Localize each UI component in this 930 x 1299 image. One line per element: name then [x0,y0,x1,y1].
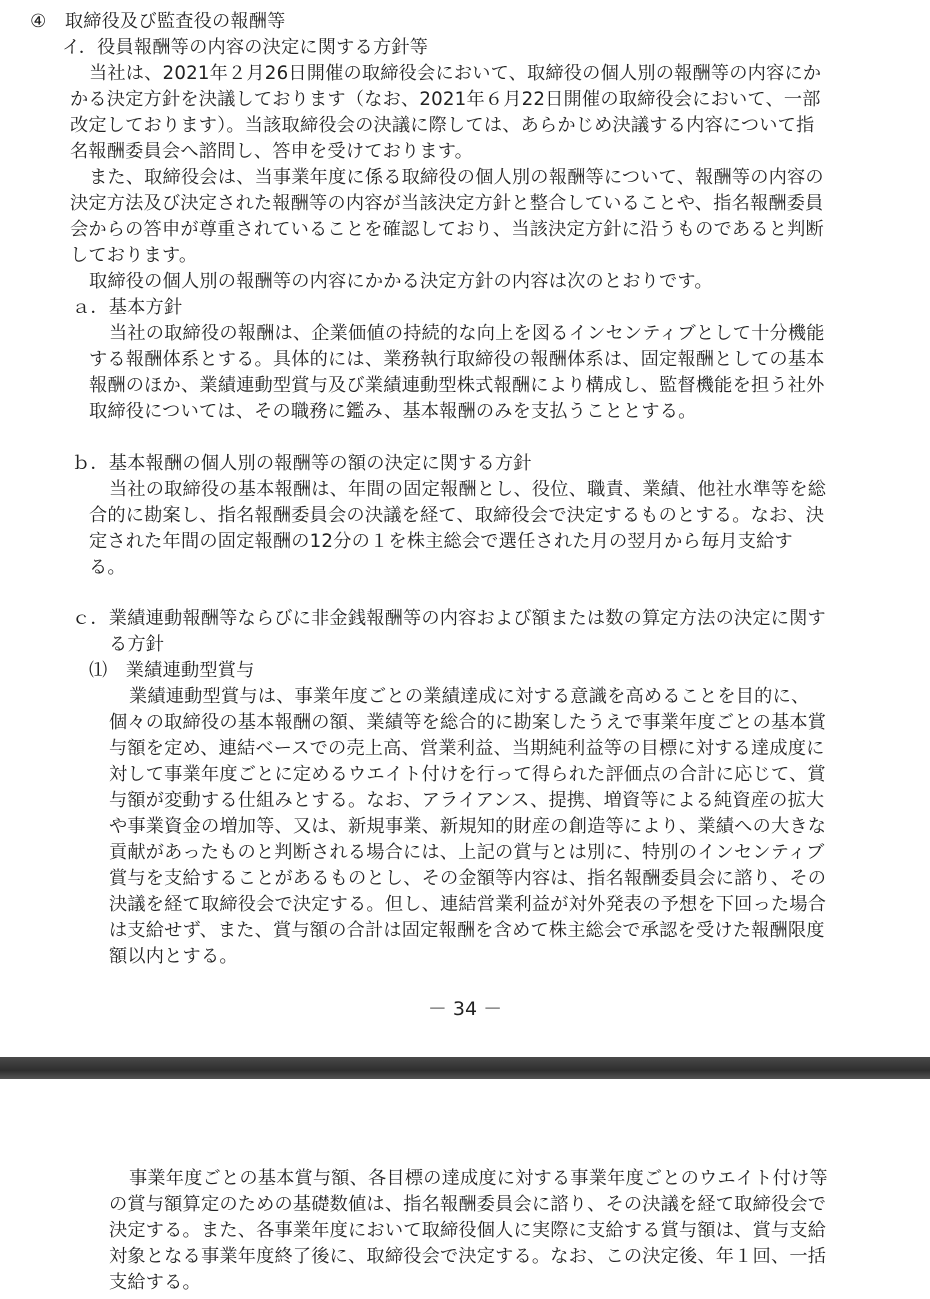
item-heading: ｂ．基本報酬の個人別の報酬等の額の決定に関する方針 [72,453,532,474]
paragraph-line: 取締役については、その職務に鑑み、基本報酬のみを支払うこととする。 [89,401,697,422]
paragraph-line: 定された年間の固定報酬の12分の１を株主総会で選任された月の翌月から毎月支給す [89,531,793,552]
paragraph-line: 改定しております）。当該取締役会の決議に際しては、あらかじめ決議する内容について指 [70,115,815,136]
paragraph-line: 支給する。 [109,1272,201,1293]
item-heading: ｃ．業績連動報酬等ならびに非金銭報酬等の内容および額または数の算定方法の決定に関す [72,608,826,629]
paragraph-line: 事業年度ごとの基本賞与額、各目標の達成度に対する事業年度ごとのウエイト付け等 [129,1168,828,1189]
subsection-heading: イ．役員報酬等の内容の決定に関する方針等 [62,37,429,58]
paragraph-line: 対象となる事業年度終了後に、取締役会で決定する。なお、この決定後、年１回、一括 [109,1246,827,1267]
paragraph-line: かる決定方針を決議しております（なお、2021年６月22日開催の取締役会において、一部 [70,89,821,110]
paragraph-line: 当社の取締役の基本報酬は、年間の固定報酬とし、役位、職責、業績、他社水準等を総 [109,479,827,500]
paragraph-line: 額以内とする。 [109,946,238,967]
item-heading-continuation: る方針 [109,634,165,655]
paragraph-line: や事業資金の増加等、又は、新規事業、新規知的財産の創造等により、業績への大きな [109,816,827,837]
item-heading: ａ．基本方針 [72,297,183,318]
paragraph-line: 当社は、2021年２月26日開催の取締役会において、取締役の個人別の報酬等の内容にか [89,63,822,84]
paragraph-line: の賞与額算定のための基礎数値は、指名報酬委員会に諮り、その決議を経て取締役会で [109,1194,827,1215]
paragraph-line: 貢献があったものと判断される場合には、上記の賞与とは別に、特別のインセンティブ [109,842,825,863]
page-divider [0,1057,930,1079]
sub-item-heading: ⑴ 業績連動型賞与 [89,660,255,681]
paragraph-line: 賞与を支給することがあるものとし、その金額等内容は、指名報酬委員会に諮り、その [109,868,827,889]
paragraph-line: 会からの答申が尊重されていることを確認しており、当該決定方針に沿うものであると判断 [70,219,824,240]
paragraph-line: 合的に勘案し、指名報酬委員会の決議を経て、取締役会で決定するものとする。なお、決 [89,505,825,526]
paragraph-line: 与額が変動する仕組みとする。なお、アライアンス、提携、増資等による純資産の拡大 [109,790,825,811]
page-number: － 34 － [427,998,503,1020]
paragraph-line: 名報酬委員会へ諮問し、答申を受けております。 [70,141,474,162]
paragraph-line: 当社の取締役の報酬は、企業価値の持続的な向上を図るインセンティブとして十分機能 [109,323,825,344]
paragraph-line: 決議を経て取締役会で決定する。但し、連結営業利益が対外発表の予想を下回った場合 [109,894,827,915]
paragraph-line: 取締役の個人別の報酬等の内容にかかる決定方針の内容は次のとおりです。 [89,271,713,292]
paragraph-line: 与額を定め、連結ベースでの売上高、営業利益、当期純利益等の目標に対する達成度に [109,738,825,759]
paragraph-line: しております。 [70,245,198,266]
paragraph-line: する報酬体系とする。具体的には、業務執行取締役の報酬体系は、固定報酬としての基本 [89,349,825,370]
paragraph-line: 個々の取締役の基本報酬の額、業績等を総合的に勘案したうえで事業年度ごとの基本賞 [109,712,827,733]
paragraph-line: 報酬のほか、業績連動型賞与及び業績連動型株式報酬により構成し、監督機能を担う社外 [89,375,825,396]
paragraph-line: 対して事業年度ごとに定めるウエイト付けを行って得られた評価点の合計に応じて、賞 [109,764,826,785]
section-heading: ④ 取締役及び監査役の報酬等 [30,11,286,32]
paragraph-line: る。 [89,557,126,578]
paragraph-line: また、取締役会は、当事業年度に係る取締役の個人別の報酬等について、報酬等の内容の [89,167,824,188]
paragraph-line: 決定する。また、各事業年度において取締役個人に実際に支給する賞与額は、賞与支給 [109,1220,827,1241]
paragraph-line: は支給せず、また、賞与額の合計は固定報酬を含めて株主総会で承認を受けた報酬限度 [109,920,825,941]
paragraph-line: 業績連動型賞与は、事業年度ごとの業績達成に対する意識を高めることを目的に、 [129,686,810,707]
paragraph-line: 決定方法及び決定された報酬等の内容が当該決定方針と整合していることや、指名報酬委員 [70,193,824,214]
